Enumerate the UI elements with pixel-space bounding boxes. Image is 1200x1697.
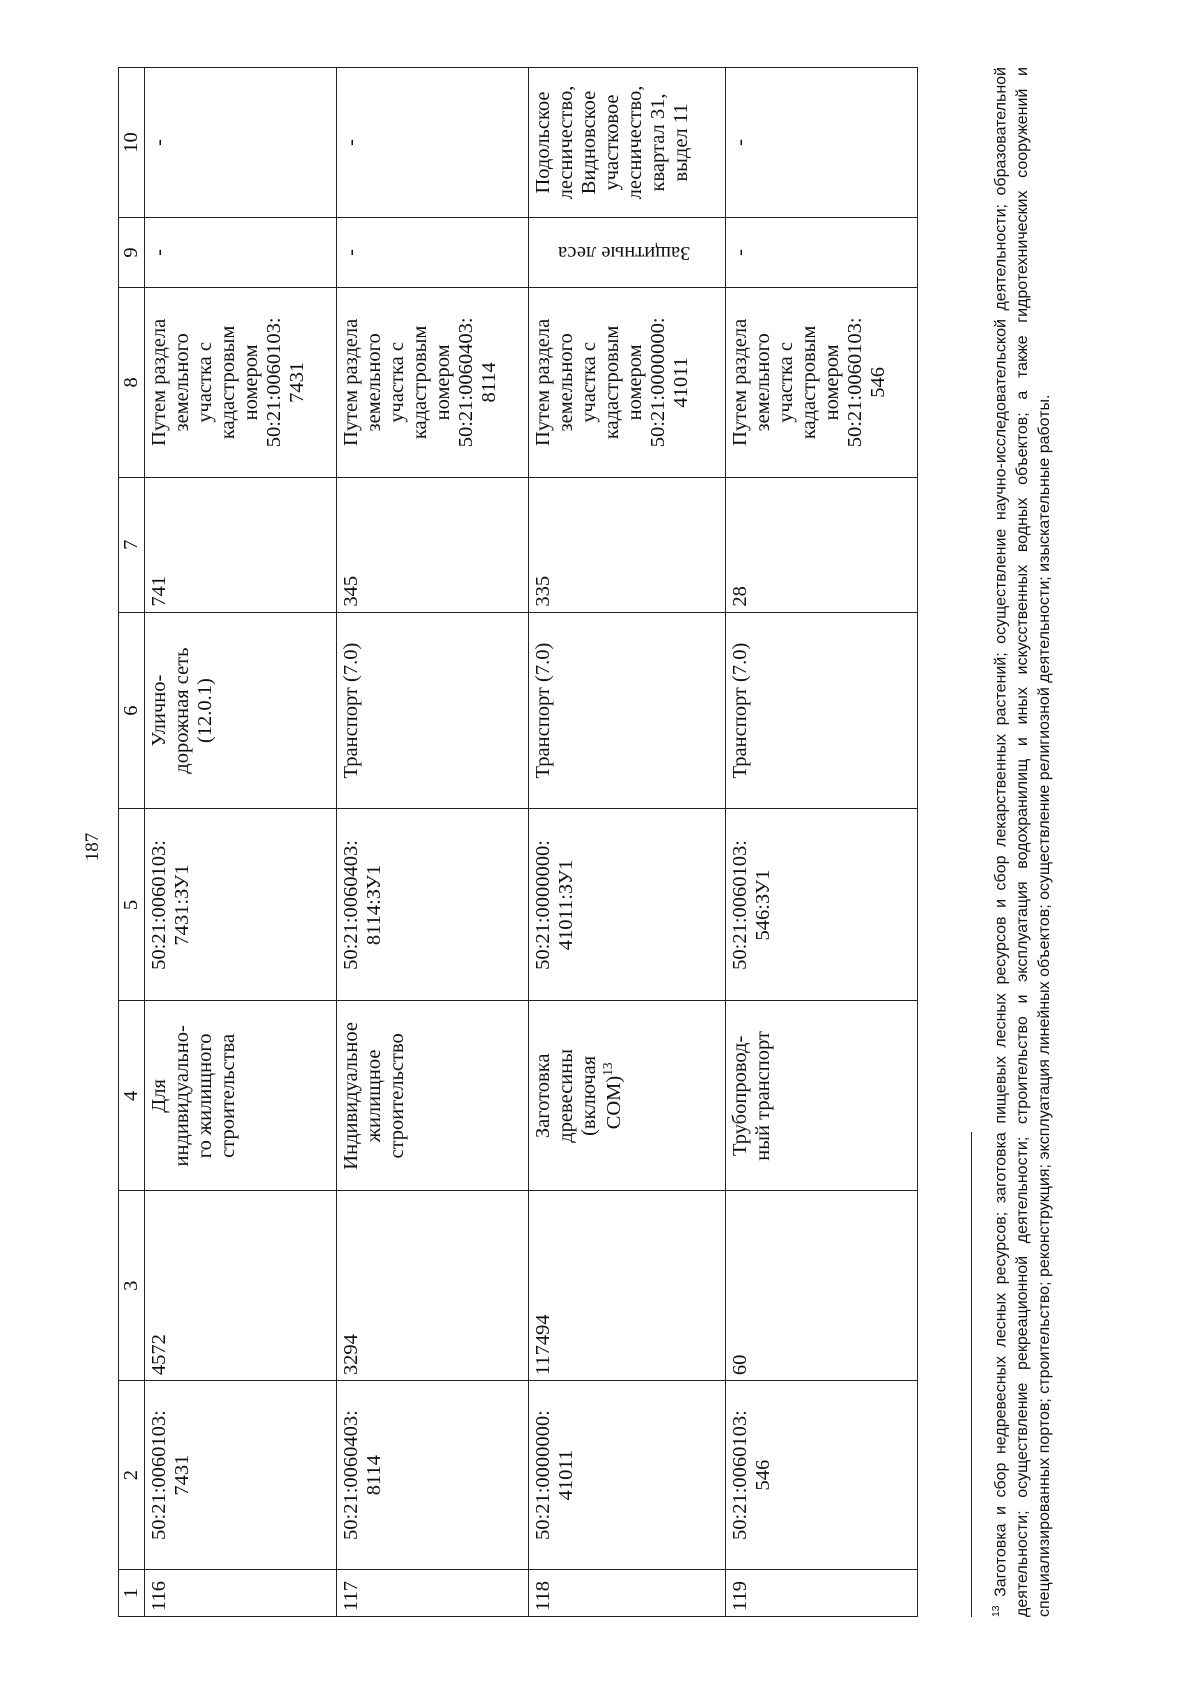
formation-method: Путем раздела земельного участка с кадастровым номером 50:21:0060403: 8114: [336, 287, 528, 477]
permitted-use: Индивидуальное жилищное строительство: [336, 1001, 528, 1191]
column-header: 9: [119, 218, 145, 288]
column-header: 5: [119, 809, 145, 1001]
forest-location: Подольское лесничество, Видновское участковое лесничество, квартал 31, выдел 11: [528, 68, 725, 218]
row-number: 119: [725, 1570, 917, 1617]
new-plot-number: 50:21:0000000: 41011:ЗУ1: [528, 809, 725, 1001]
forest-location: -: [336, 68, 528, 218]
forest-category-cell: [528, 218, 725, 288]
footnote-text: Заготовка и сбор недревесных лесных ресурсов; заготовка пищевых лесных ресурсов и сбор лекарственных растений; осуществление научно-исследовательской деятельности; образовательной деятельности; осуществление рекреационной деятельности; строительство и эксплуатация водохранилищ и иных искусственных водных объектов; а также гидротехнических сооружений и специализированных портов; строительство; реконструкция; эксплуатация линейных объектов; осуществление религиозной деятельности; изыскательные работы.: [992, 67, 1054, 1617]
footnote-ref: 13: [599, 1062, 615, 1076]
cadastral-number: 50:21:0000000: 41011: [528, 1381, 725, 1570]
use-type: Улично- дорожная сеть (12.0.1): [144, 612, 336, 809]
area-value: 117494: [528, 1191, 725, 1381]
forest-category: -: [725, 218, 917, 288]
area-value: 4572: [144, 1191, 336, 1381]
footnote: [990, 67, 1057, 1617]
table-row: [144, 68, 336, 1617]
forest-category: Защитные леса: [557, 241, 691, 264]
table-row: [528, 68, 725, 1617]
permitted-use-cell: [528, 1001, 725, 1191]
cadastral-number: 50:21:0060103: 546: [725, 1381, 917, 1570]
forest-category: -: [144, 218, 336, 288]
forest-location: -: [725, 68, 917, 218]
new-plot-number: 50:21:0060103: 7431:ЗУ1: [144, 809, 336, 1001]
column-header: 4: [119, 1001, 145, 1191]
use-type: Транспорт (7.0): [336, 612, 528, 809]
row-number: 116: [144, 1570, 336, 1617]
column-header: 3: [119, 1191, 145, 1381]
column-header: 8: [119, 287, 145, 477]
permitted-use: Для индивидуально- го жилищного строительства: [144, 1001, 336, 1191]
use-type: Транспорт (7.0): [725, 612, 917, 809]
area-value: 741: [144, 477, 336, 612]
footnote-marker: 13: [991, 1605, 1002, 1617]
column-header: 7: [119, 477, 145, 612]
new-plot-number: 50:21:0060403: 8114:ЗУ1: [336, 809, 528, 1001]
footnote-divider: [971, 1132, 972, 1617]
column-header: 6: [119, 612, 145, 809]
area-value: 3294: [336, 1191, 528, 1381]
use-type: Транспорт (7.0): [528, 612, 725, 809]
formation-method: Путем раздела земельного участка с кадастровым номером 50:21:0060103: 546: [725, 287, 917, 477]
permitted-use: Трубопровод- ный транспорт: [725, 1001, 917, 1191]
table-header-row: [119, 68, 145, 1617]
area-value: 345: [336, 477, 528, 612]
row-number: 117: [336, 1570, 528, 1617]
formation-method: Путем раздела земельного участка с кадастровым номером 50:21:0000000: 41011: [528, 287, 725, 477]
column-header: 10: [119, 68, 145, 218]
column-header: 2: [119, 1381, 145, 1570]
cadastral-number: 50:21:0060403: 8114: [336, 1381, 528, 1570]
area-value: 335: [528, 477, 725, 612]
new-plot-number: 50:21:0060103: 546:ЗУ1: [725, 809, 917, 1001]
area-value: 60: [725, 1191, 917, 1381]
cadastral-number: 50:21:0060103: 7431: [144, 1381, 336, 1570]
area-value: 28: [725, 477, 917, 612]
table-row: [336, 68, 528, 1617]
land-plots-table: [118, 67, 918, 1617]
permitted-use: Заготовка древесины (включая СОМ): [531, 1048, 625, 1143]
column-header: 1: [119, 1570, 145, 1617]
table-row: [725, 68, 917, 1617]
page-number: 187: [82, 832, 103, 862]
forest-location: -: [144, 68, 336, 218]
formation-method: Путем раздела земельного участка с кадастровым номером 50:21:0060103: 7431: [144, 287, 336, 477]
forest-category: -: [336, 218, 528, 288]
row-number: 118: [528, 1570, 725, 1617]
